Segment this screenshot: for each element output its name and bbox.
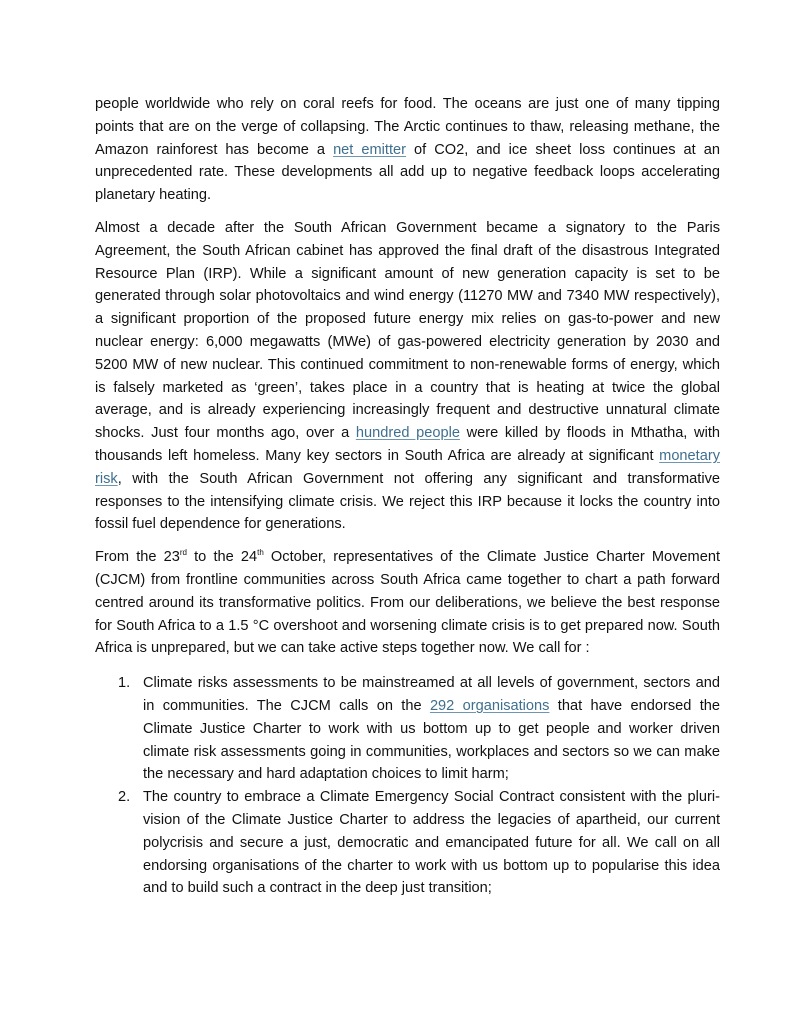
list-item <box>95 786 720 900</box>
paragraph-cjcm-meeting <box>95 546 720 660</box>
list-item <box>95 672 720 786</box>
paragraph-text: people worldwide who rely on coral reefs for food. The oceans are just one of many tipping points that are on the verge of collapsing. The Arctic continues to thaw, releasing methane, the Amazon rainforest has become a <box>95 96 720 158</box>
list-number: 1. <box>118 675 131 692</box>
calls-list <box>95 672 720 900</box>
hundred-people-link[interactable]: hundred people <box>355 425 460 442</box>
paragraph-irp <box>95 217 720 536</box>
paragraph-text: October, representatives of the Climate Justice Charter Movement (CJCM) from frontline communities across South Africa came together to chart a path forward centred around its transformative politics. From our deliberations, we believe the best response for South Africa to a 1.5 °C overshoot and worsening climate crisis is to get prepared now. South Africa is unprepared, but we can take active steps together now. We call for : <box>95 549 720 657</box>
monetary-risk-link[interactable]: monetary risk <box>95 447 720 487</box>
ordinal-suffix: th <box>257 548 264 558</box>
paragraph-text: of CO2, and ice sheet loss continues at an unprecedented rate. These developments all add up to negative feedback loops accelerating planetary heating. <box>95 141 720 204</box>
paragraph-text: to the 24 <box>186 549 258 566</box>
paragraph-text: From the 23 <box>95 549 180 566</box>
ordinal-suffix: rd <box>179 548 187 558</box>
292-organisations-link[interactable]: 292 organisations <box>429 697 550 714</box>
list-item-text: Climate risks assessments to be mainstreamed at all levels of government, sectors and in communities. The CJCM calls on the <box>143 675 720 714</box>
net-emitter-link[interactable]: net emitter <box>333 141 406 158</box>
paragraph-text: , with the South African Government not offering any significant and transformative responses to the intensifying climate crisis. We reject this IRP because it locks the country into fossil fuel dependence for generations. <box>95 470 720 533</box>
list-item-text: that have endorsed the Climate Justice Charter to work with us bottom up to get people and worker driven climate risk assessments going in communities, workplaces and sectors so we can make the necessary and hard adaptation choices to limit harm; <box>143 697 720 783</box>
paragraph-tipping-points <box>95 93 720 207</box>
paragraph-text: were killed by floods in Mthatha, with thousands left homeless. Many key sectors in South Africa are already at significant <box>95 425 720 464</box>
list-item-text: The country to embrace a Climate Emergency Social Contract consistent with the pluri-vision of the Climate Justice Charter to address the legacies of apartheid, our current polycrisis and secure a just, democratic and emancipated future for all. We call on all endorsing organisations of the charter to work with us bottom up to popularise this idea and to build such a contract in the deep just transition; <box>143 789 720 897</box>
paragraph-text: Almost a decade after the South African Government became a signatory to the Paris Agreement, the South African cabinet has approved the final draft of the disastrous Integrated Resource Plan (IRP). While a significant amount of new generation capacity is set to be generated through solar photovoltaics and wind energy (11270 MW and 7340 MW respectively), a significant proportion of the proposed future energy mix relies on gas-to-power and new nuclear energy: 6,000 megawatts (MWe) of gas-powered electricity generation by 2030 and 5200 MW of new nuclear. This continued commitment to non-renewable forms of energy, which is falsely marketed as ‘green’, takes place in a country that is heating at twice the global average, and is already experiencing increasingly frequent and destructive unnatural climate shocks. Just four months ago, over a <box>95 219 720 442</box>
list-number: 2. <box>118 789 131 806</box>
